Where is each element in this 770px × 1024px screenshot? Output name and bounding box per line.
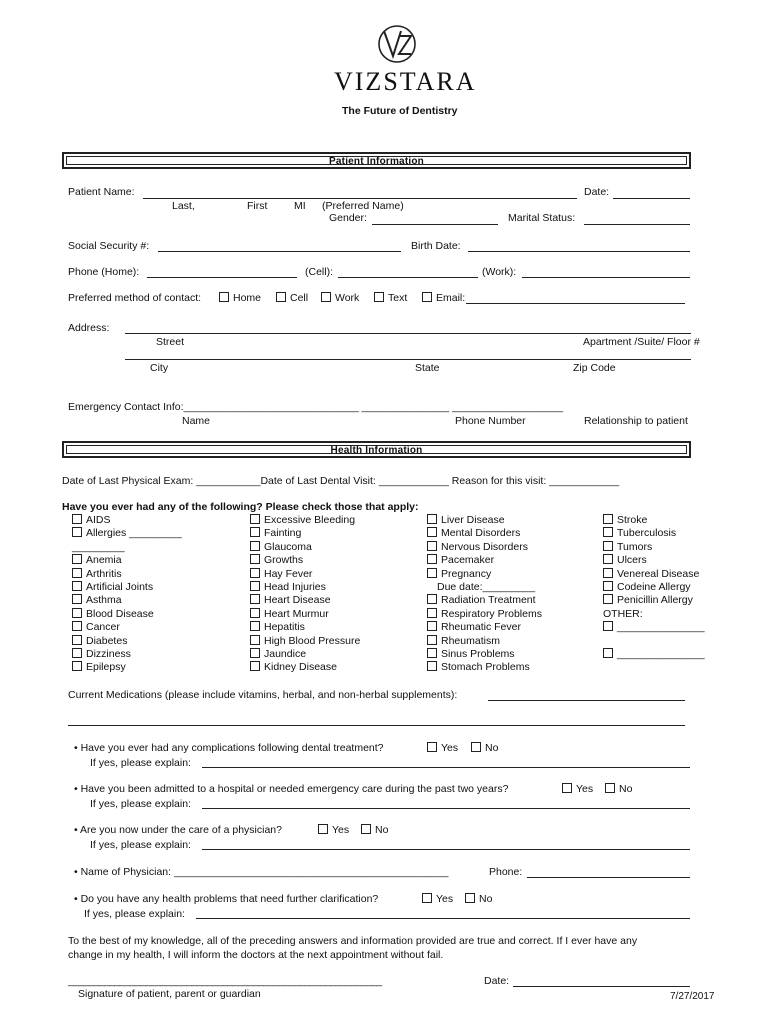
checkbox[interactable]	[250, 527, 260, 537]
question-physician-care: • Are you now under the care of a physician?	[74, 824, 282, 836]
form-revision-date: 7/27/2017	[670, 991, 715, 1002]
health-info-header	[62, 441, 691, 458]
q3-explain-label: If yes, please explain:	[90, 839, 191, 851]
checkbox[interactable]	[427, 514, 437, 524]
checkbox[interactable]	[72, 621, 82, 631]
emergency-phone-caption: Phone Number	[455, 415, 526, 427]
q5-yes-option[interactable]: Yes	[422, 893, 453, 905]
name-mi-caption: MI	[294, 200, 306, 212]
condition-item[interactable]: Nervous Disorders	[427, 541, 542, 554]
contact-option-cell[interactable]: Cell	[276, 292, 308, 304]
patient-name-label: Patient Name:	[68, 186, 135, 198]
checkbox[interactable]	[72, 635, 82, 645]
physician-name-row[interactable]: • Name of Physician: _______________________________________________	[74, 866, 449, 878]
conditions-column-1	[72, 514, 182, 675]
condition-item[interactable]: Stroke	[603, 514, 705, 527]
patient-name-field[interactable]	[143, 198, 577, 199]
patient-info-header	[62, 152, 691, 169]
condition-item[interactable]: Fainting	[250, 527, 360, 540]
name-last-caption: Last,	[172, 200, 195, 212]
checkbox[interactable]	[427, 527, 437, 537]
condition-item[interactable]: Heart Murmur	[250, 608, 360, 621]
checkbox[interactable]	[603, 527, 613, 537]
condition-item[interactable]: Stomach Problems	[427, 661, 542, 674]
condition-item[interactable]: Hepatitis	[250, 621, 360, 634]
condition-item[interactable]: Penicillin Allergy	[603, 594, 705, 607]
physician-phone-label: Phone:	[489, 866, 523, 878]
checkbox[interactable]	[250, 594, 260, 604]
condition-item[interactable]: Allergies _________	[72, 527, 182, 540]
phone-cell-field[interactable]	[338, 277, 478, 278]
q5-explain-label: If yes, please explain:	[84, 908, 185, 920]
q2-yes-option[interactable]: Yes	[562, 783, 593, 795]
condition-item[interactable]: Heart Disease	[250, 594, 360, 607]
question-dental-complications: • Have you ever had any complications following dental treatment?	[74, 742, 384, 754]
marital-field[interactable]	[584, 224, 690, 225]
address-label: Address:	[68, 322, 110, 334]
condition-item[interactable]: Hay Fever	[250, 568, 360, 581]
condition-item[interactable]: Pregnancy	[427, 568, 542, 581]
other-item-2[interactable]: _______________	[603, 648, 705, 661]
checkbox[interactable]	[72, 648, 82, 658]
gender-field[interactable]	[372, 224, 498, 225]
checkbox[interactable]	[427, 648, 437, 658]
health-info-title: Health Information	[66, 445, 687, 454]
question-health-problems: • Do you have any health problems that need further clarification?	[74, 893, 379, 905]
condition-item[interactable]: Sinus Problems	[427, 648, 542, 661]
condition-item[interactable]: Radiation Treatment	[427, 594, 542, 607]
checkbox[interactable]	[427, 568, 437, 578]
q2-no-option[interactable]: No	[605, 783, 632, 795]
apartment-caption: Apartment /Suite/ Floor #	[583, 336, 700, 348]
condition-item[interactable]: Liver Disease	[427, 514, 542, 527]
checkbox[interactable]	[250, 648, 260, 658]
checkbox[interactable]	[250, 554, 260, 564]
checkbox[interactable]	[603, 554, 613, 564]
date-label: Date:	[584, 186, 610, 198]
q1-no-option[interactable]: No	[471, 742, 498, 754]
signature-date-label: Date:	[484, 975, 510, 987]
birth-date-field[interactable]	[468, 251, 690, 252]
signature-field[interactable]: _____________________________________________________________	[68, 975, 382, 987]
name-first-caption: First	[247, 200, 268, 212]
ssn-field[interactable]	[158, 251, 401, 252]
medications-field-2[interactable]	[68, 725, 685, 726]
condition-item[interactable]: Dizziness	[72, 648, 182, 661]
name-preferred-caption: (Preferred Name)	[322, 200, 404, 212]
condition-item[interactable]: Mental Disorders	[427, 527, 542, 540]
conditions-column-4	[603, 514, 705, 661]
checkbox[interactable]	[72, 514, 82, 524]
contact-option-home[interactable]: Home	[219, 292, 261, 304]
checkbox[interactable]	[603, 621, 613, 631]
q2-explain-label: If yes, please explain:	[90, 798, 191, 810]
conditions-question: Have you ever had any of the following? Please check those that apply:	[62, 501, 419, 513]
brand-tagline: The Future of Dentistry	[342, 105, 458, 117]
checkbox[interactable]	[72, 554, 82, 564]
patient-info-title: Patient Information	[66, 156, 687, 165]
checkbox[interactable]	[250, 568, 260, 578]
checkbox[interactable]	[427, 554, 437, 564]
condition-item[interactable]: Asthma	[72, 594, 182, 607]
checkbox[interactable]	[427, 594, 437, 604]
checkbox[interactable]	[219, 292, 229, 302]
condition-item[interactable]: Diabetes	[72, 635, 182, 648]
condition-item[interactable]: Rheumatism	[427, 635, 542, 648]
pregnancy-due-date[interactable]: Due date:_________	[437, 580, 536, 593]
other-item-1[interactable]: _______________	[603, 621, 705, 634]
date-field[interactable]	[613, 198, 690, 199]
email-field[interactable]	[466, 303, 685, 304]
question-hospital: • Have you been admitted to a hospital or needed emergency care during the past two years?	[74, 783, 509, 795]
address-city-field[interactable]	[125, 359, 691, 360]
checkbox[interactable]	[603, 541, 613, 551]
q3-yes-option[interactable]: Yes	[318, 824, 349, 836]
checkbox[interactable]	[427, 608, 437, 618]
condition-item[interactable]: Arthritis	[72, 568, 182, 581]
condition-item[interactable]: Kidney Disease	[250, 661, 360, 674]
attestation-line-1: To the best of my knowledge, all of the preceding answers and information provided are true and correct. If I ever have any	[68, 935, 638, 947]
checkbox[interactable]	[427, 635, 437, 645]
condition-item[interactable]: Cancer	[72, 621, 182, 634]
exam-dates-line[interactable]: Date of Last Physical Exam: ___________Date of Last Dental Visit: ____________ Reason for this visit: ____________	[62, 475, 620, 487]
checkbox[interactable]	[562, 783, 572, 793]
checkbox[interactable]	[603, 514, 613, 524]
checkbox[interactable]	[250, 621, 260, 631]
address-street-field[interactable]	[125, 333, 691, 334]
condition-item[interactable]: Anemia	[72, 554, 182, 567]
emergency-contact-label[interactable]: Emergency Contact Info:______________________________ _______________ ___________________	[68, 401, 564, 413]
q1-explain-label: If yes, please explain:	[90, 757, 191, 769]
condition-item[interactable]: Respiratory Problems	[427, 608, 542, 621]
condition-item[interactable]: Venereal Disease	[603, 568, 705, 581]
conditions-column-3	[427, 514, 542, 675]
condition-item[interactable]: AIDS	[72, 514, 182, 527]
condition-item[interactable]: Glaucoma	[250, 541, 360, 554]
condition-item[interactable]: Codeine Allergy	[603, 581, 705, 594]
q5-no-option[interactable]: No	[465, 893, 492, 905]
checkbox[interactable]	[605, 783, 615, 793]
condition-item[interactable]: High Blood Pressure	[250, 635, 360, 648]
checkbox[interactable]	[603, 568, 613, 578]
signature-date-field[interactable]	[513, 986, 690, 987]
marital-label: Marital Status:	[508, 212, 576, 224]
condition-item[interactable]: Ulcers	[603, 554, 705, 567]
emergency-name-caption: Name	[182, 415, 211, 427]
condition-item[interactable]: Artificial Joints	[72, 581, 182, 594]
checkbox[interactable]	[250, 661, 260, 671]
allergies-extra-blank[interactable]: _________	[72, 540, 125, 553]
emergency-relationship-caption: Relationship to patient	[584, 415, 688, 427]
condition-item[interactable]: Epilepsy	[72, 661, 182, 674]
checkbox[interactable]	[321, 292, 331, 302]
condition-item[interactable]: Growths	[250, 554, 360, 567]
q2-explain-field[interactable]	[202, 808, 690, 809]
phone-work-field[interactable]	[522, 277, 690, 278]
checkbox[interactable]	[250, 541, 260, 551]
checkbox[interactable]	[427, 621, 437, 631]
checkbox[interactable]	[603, 581, 613, 591]
q3-no-option[interactable]: No	[361, 824, 388, 836]
phone-work-label: (Work):	[482, 266, 517, 278]
checkbox[interactable]	[276, 292, 286, 302]
checkbox[interactable]	[471, 742, 481, 752]
condition-item[interactable]: Pacemaker	[427, 554, 542, 567]
checkbox[interactable]	[427, 541, 437, 551]
checkbox[interactable]	[72, 608, 82, 618]
street-caption: Street	[156, 336, 185, 348]
checkbox[interactable]	[72, 581, 82, 591]
condition-item[interactable]: Tuberculosis	[603, 527, 705, 540]
ssn-label: Social Security #:	[68, 240, 150, 252]
checkbox[interactable]	[374, 292, 384, 302]
medications-field-1[interactable]	[488, 700, 685, 701]
phone-home-label: Phone (Home):	[68, 266, 140, 278]
contact-option-text[interactable]: Text	[374, 292, 407, 304]
checkbox[interactable]	[465, 893, 475, 903]
checkbox[interactable]	[72, 527, 82, 537]
checkbox[interactable]	[427, 742, 437, 752]
checkbox[interactable]	[361, 824, 371, 834]
contact-option-email[interactable]: Email:	[422, 292, 465, 304]
checkbox[interactable]	[250, 608, 260, 618]
q5-explain-field[interactable]	[196, 918, 690, 919]
condition-item[interactable]: Excessive Bleeding	[250, 514, 360, 527]
condition-item[interactable]: Jaundice	[250, 648, 360, 661]
condition-item[interactable]: Tumors	[603, 541, 705, 554]
q3-explain-field[interactable]	[202, 849, 690, 850]
phone-cell-label: (Cell):	[305, 266, 333, 278]
state-caption: State	[415, 362, 440, 374]
checkbox[interactable]	[603, 648, 613, 658]
phone-home-field[interactable]	[147, 277, 297, 278]
logo	[330, 22, 477, 122]
condition-item[interactable]: Blood Disease	[72, 608, 182, 621]
contact-option-work[interactable]: Work	[321, 292, 359, 304]
checkbox[interactable]	[422, 292, 432, 302]
checkbox[interactable]	[72, 661, 82, 671]
checkbox[interactable]	[72, 594, 82, 604]
contact-method-label: Preferred method of contact:	[68, 292, 202, 304]
q1-explain-field[interactable]	[202, 767, 690, 768]
vz-logo-icon	[375, 22, 419, 66]
checkbox[interactable]	[72, 568, 82, 578]
condition-item[interactable]: Head Injuries	[250, 581, 360, 594]
physician-phone-field[interactable]	[527, 877, 690, 878]
brand-name: VIZSTARA	[334, 67, 477, 96]
birth-date-label: Birth Date:	[411, 240, 461, 252]
attestation-line-2: change in my health, I will inform the doctors at the next appointment without fail.	[68, 949, 444, 961]
medications-label: Current Medications (please include vitamins, herbal, and non-herbal supplements):	[68, 689, 458, 701]
conditions-column-2	[250, 514, 360, 675]
checkbox[interactable]	[427, 661, 437, 671]
checkbox[interactable]	[603, 594, 613, 604]
q1-yes-option[interactable]: Yes	[427, 742, 458, 754]
checkbox[interactable]	[250, 581, 260, 591]
checkbox[interactable]	[318, 824, 328, 834]
checkbox[interactable]	[250, 635, 260, 645]
city-caption: City	[150, 362, 169, 374]
gender-label: Gender:	[329, 212, 367, 224]
other-label: OTHER:	[603, 607, 643, 620]
signature-caption: Signature of patient, parent or guardian	[78, 988, 261, 1000]
checkbox[interactable]	[250, 514, 260, 524]
checkbox[interactable]	[422, 893, 432, 903]
zip-caption: Zip Code	[573, 362, 616, 374]
condition-item[interactable]: Rheumatic Fever	[427, 621, 542, 634]
